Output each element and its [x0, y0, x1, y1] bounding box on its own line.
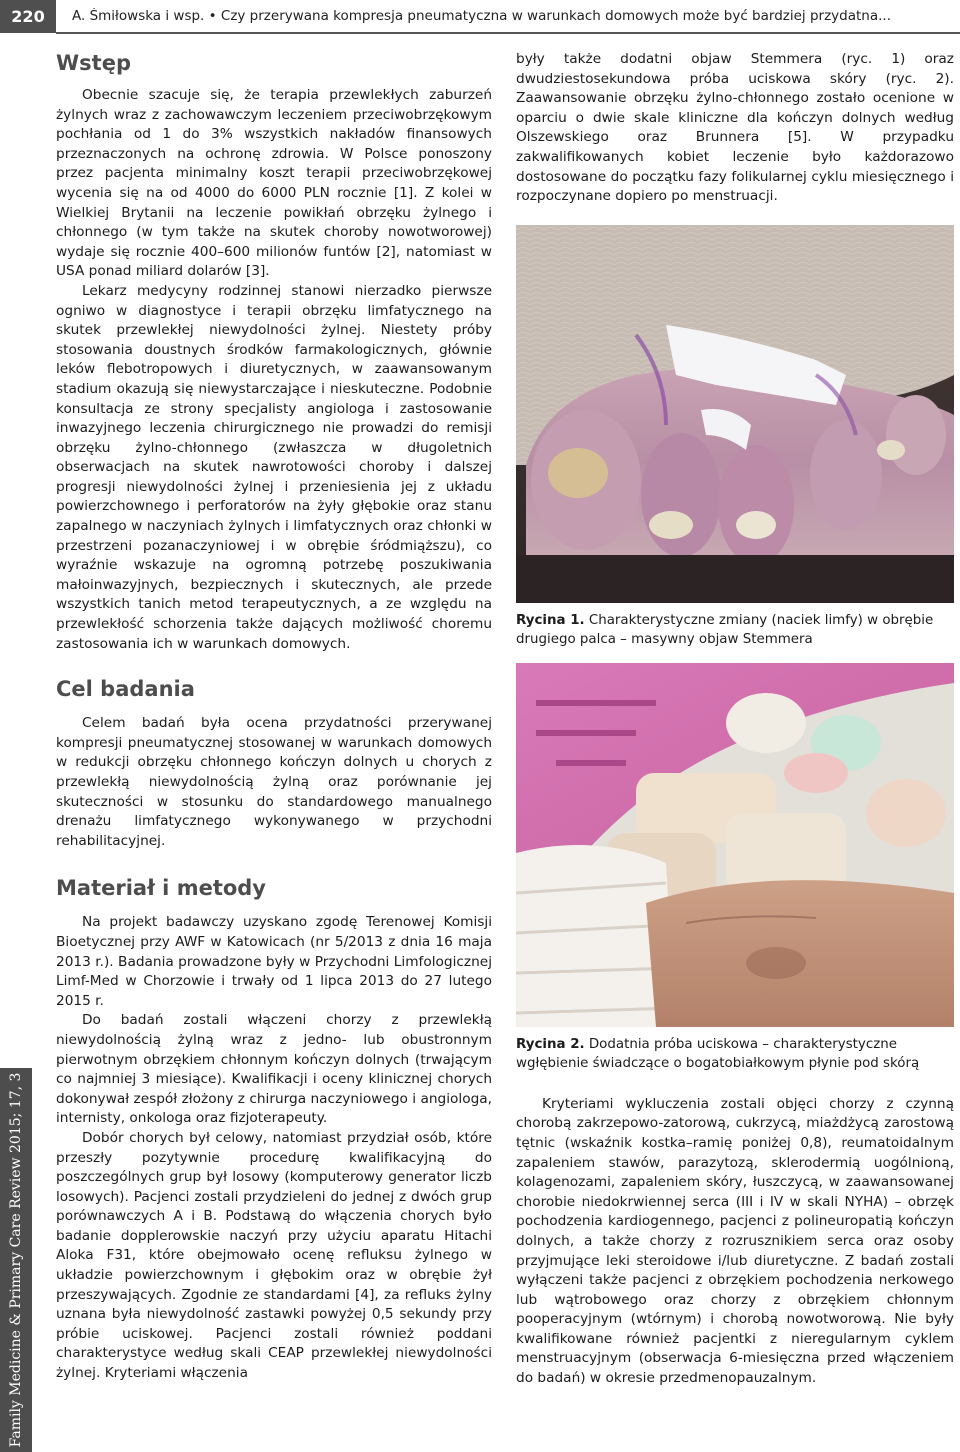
paragraph: Celem badań była ocena przydatności przerywanej kompresji pneumatycznej stosowanej w warunkach domowych w redukcji obrzęku chłonnego kończyn dolnych u chorych z przewlekłą niewydolnością żylną oraz porównanie jej skuteczności w stosunku do standardowego manualnego drenażu limfatycznego wykonywanego w przychodni rehabilitacyjnej. — [56, 715, 492, 849]
paragraph: Na projekt badawczy uzyskano zgodę Terenowej Komisji Bioetycznej przy AWF w Katowicach (nr 5/2013 z dnia 16 maja 2013 r.). Badania prowadzone były w Przychodni Limfologicznej Limf-Med w Chorzowie i trwały od 1 lipca 2013 do 27 lutego 2015 r. — [56, 914, 492, 1009]
paragraph: Lekarz medycyny rodzinnej stanowi nierzadko pierwsze ogniwo w diagnostyce i terapii obrzęku limfatycznego na skutek przewlekłej niewydolności żylnej. Niestety próby stosowania doustnych środków farmakologicznych, głównie leków flebotropowych i diuretycznych, w zaawansowanym stadium okazują się niewystarczające i nieskuteczne. Podobnie konsultacja ze strony specjalisty angiologa i zastosowanie inwazyjnego leczenia chirurgicznego nie prowadzi do remisji obrzęku żylno-chłonnego (zwłaszcza w długoletnich obserwacjach na skutek nawrotowości choroby i dalszej progresji niewydolności żylnej i przeniesienia jej z układu powierzchownego i perforatorów na żyły głębokie oraz stanu zapalnego w naczyniach żylnych i limfatycznych oraz chłonki w przestrzeni pozanaczyniowej i w obrębie śródmiąższu), co wyraźnie wskazuje na ogromną potrzebę poszukiwania małoinwazyjnych, bezpiecznych i skutecznych, ale przede wszystkich tanich metod terapeutycznych, a ze względu na przewlekłość schorzenia także dających możliwość choremu zastosowania ich w warunkach domowych. — [56, 282, 492, 652]
figure-2-photo — [516, 663, 954, 1027]
paragraph: Do badań zostali włączeni chorzy z przewlekłą niewydolnością żylną wraz z jedno- lub obustronnym pierwotnym obrzękiem chłonnym kończyn dolnych (trwającym co najmniej 3 miesiące). Kwalifikacji i oceny klinicznej chorych dokonywał zespół złożony z chirurga naczyniowego i angiologa, internisty, onkologa oraz fizjoterapeuty. — [56, 1012, 492, 1127]
foot-swelling-image — [516, 225, 954, 603]
paragraph: Kryteriami wykluczenia zostali objęci chorzy z czynną chorobą zakrzepowo-zatorową, cukrzycą, miażdżycą zarostową tętnic (wskaźnik kostka–ramię poniżej 0,8), reumatoidalnym zapaleniem stawów, parazytozą, sklerodermią uogólnioną, kolagenozami, zapaleniem skóry, łuszczycą, w zaawansowanej chorobie niedokrwiennej serca (III i IV w skali NYHA) – obrzęk pochodzenia kardiogennego, pacjenci z polineuropatią kończyn dolnych, a także chorzy z rozrusznikiem serca oraz osoby przyjmujące leki steroidowe i/lub diuretyczne. Z badań zostali wyłączeni także pacjenci z obrzękiem pochodzenia nerkowego lub wątrobowego oraz chorzy z obrzękiem chłonnym pooperacyjnym (wtórnym) i chorobą nowotworową. Nie były kwalifikowane również pacjentki z nieregularnym cyklem menstruacyjnym (obserwacja 6-miesięczna przed włączeniem do badań) w okresie przedmenopauzalnym. — [516, 1095, 954, 1387]
paragraph: Obecnie szacuje się, że terapia przewlekłych zaburzeń żylnych wraz z zachowawczym leczeniem przeciwobrzękowym pochłania od 1 do 3% wszystkich nakładów finansowych przeznaczonych na ochronę zdrowia. W Polsce ponoszony przez pacjenta minimalny koszt terapii przeciwobrzękowej wycenia się na od 4000 do 6000 PLN rocznie [1]. Z kolei w Wielkiej Brytanii na leczenie powikłań obrzęku żylnego i chłonnego (w tym także na skutek choroby nowotworowej) wydaje się rocznie 400–600 milionów funtów [2], natomiast w USA ponad miliard dolarów [3]. — [56, 87, 492, 280]
section-heading-wstep: Wstęp — [56, 51, 131, 75]
header-rule — [56, 32, 960, 34]
right-column — [516, 50, 954, 1389]
figure-1-caption-text: Charakterystyczne zmiany (naciek limfy) w obrębie drugiego palca – masywny objaw Stemmera — [516, 612, 934, 647]
journal-side-label: Family Medicine & Primary Care Review 2015; 17, 3 — [8, 1072, 24, 1448]
figure-2-label: Rycina 2. — [516, 1036, 585, 1052]
figure-2-caption-text: Dodatnia próba uciskowa – charakterystyczne wgłębienie świadczące o bogatobiałkowym płynie pod skórą — [516, 1036, 920, 1071]
figure-1-caption — [516, 611, 954, 649]
running-head: A. Śmiłowska i wsp. • Czy przerywana kompresja pneumatyczna w warunkach domowych może być bardziej przydatna... — [72, 8, 891, 24]
left-column — [56, 48, 492, 1384]
figure-1-photo — [516, 225, 954, 603]
paragraph: Dobór chorych był celowy, natomiast przydział osób, które przeszły pozytywnie procedurę kwalifikacyjną do poszczególnych grup był losowy (komputerowy generator liczb losowych). Pacjenci zostali przydzieleni do jednej z dwóch grup porównawczych A i B. Podstawą do włączenia chorych było badanie dopplerowskie naczyń przy użyciu aparatu Hitachi Aloka F31, które obejmowało ocenę refluksu żylnego w układzie powierzchownym i głębokim oraz w obrębie żył przeszywających. Zgodnie ze standardami [4], za refluks żylny uznana była niewydolność zastawki powyżej 0,5 sekundy przy próbie uciskowej. Pacjenci zostali również poddani charakterystyce według skali CEAP przewlekłej niewydolności żylnej. Kryteriami włączenia — [56, 1129, 492, 1382]
section-heading-material: Materiał i metody — [56, 876, 266, 901]
figure-2-caption — [516, 1035, 954, 1073]
page-number: 220 — [0, 0, 56, 33]
paragraph: były także dodatni objaw Stemmera (ryc. 1) oraz dwudziestosekundowa próba uciskowa skóry (ryc. 2). Zaawansowanie obrzęku żylno-chłonnego zostało ocenione w oparciu o dwie skale kliniczne dla kończyn dolnych według Olszewskiego oraz Brunnera [5]. W przypadku zakwalifikowanych kobiet leczenie było każdorazowo dostosowane do początku fazy folikularnej cyklu miesięcznego i rozpoczynane dopiero po menstruacji. — [516, 51, 954, 205]
section-heading-cel: Cel badania — [56, 677, 195, 702]
pitting-test-image — [516, 663, 954, 1027]
figure-1-label: Rycina 1. — [516, 612, 585, 628]
